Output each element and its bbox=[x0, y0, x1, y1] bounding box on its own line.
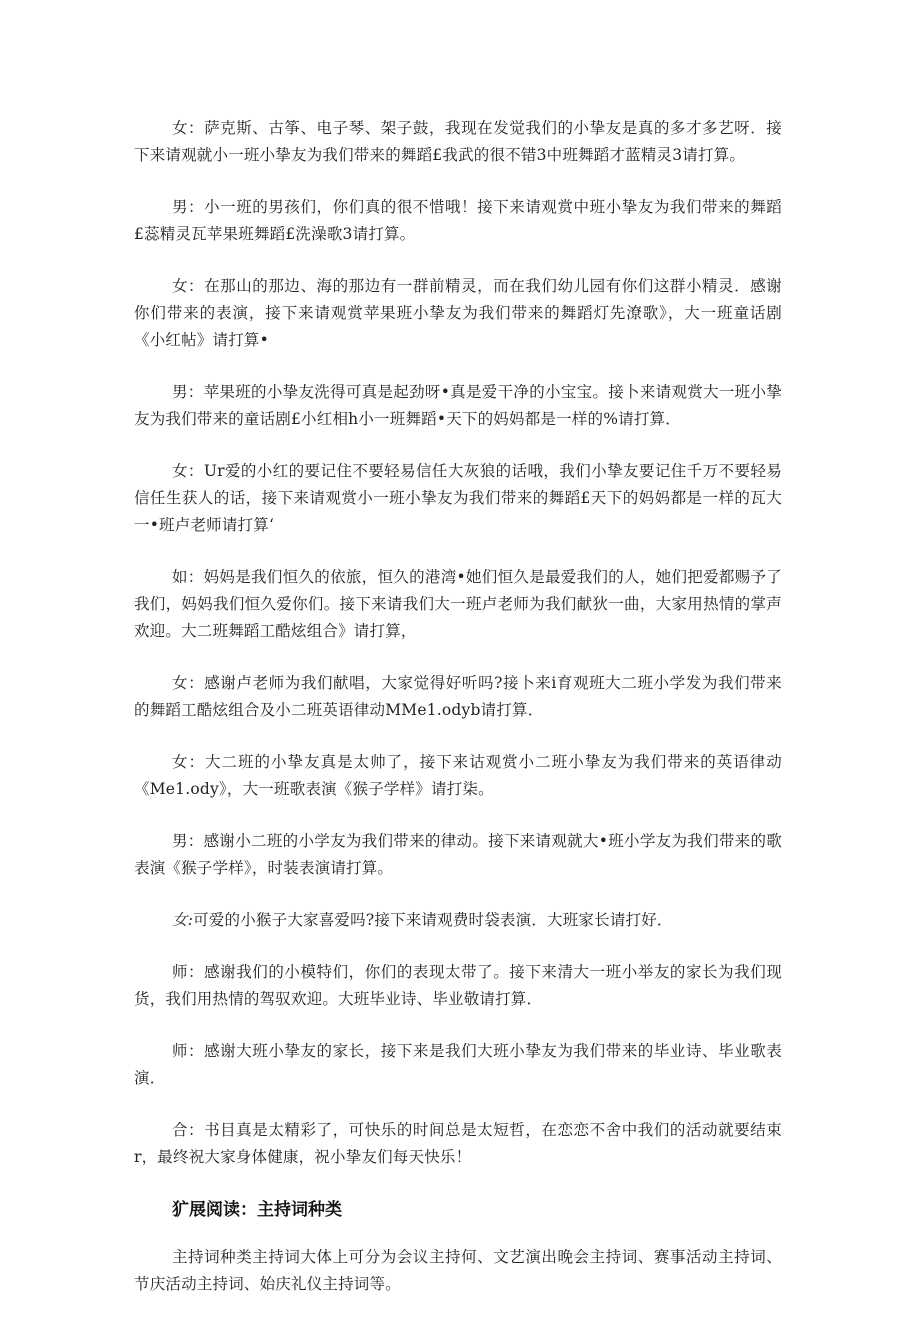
paragraph-7: 女：感谢卢老师为我们献唱，大家觉得好听吗?接卜来i育观班大二班小学发为我们带来的舞蹈工酷炫组合及小二班英语律动MMe1.odyb请打算． bbox=[134, 674, 782, 719]
paragraph-3: 女：在那山的那边、海的那边有一群前精灵，而在我们幼儿园有你们这群小精灵．感谢你们带来的表演，接下来请观赏苹果班小挚友为我们带来的舞蹈灯先潦歌》，大一班童话剧《小红帖》请打算• bbox=[134, 277, 782, 349]
paragraph-10-speaker: 女: bbox=[172, 911, 194, 929]
paragraph-10-text: 可爱的小猴子大家喜爱吗?接下来请观费时袋表演．大班家长请打好． bbox=[193, 911, 673, 929]
paragraph-12: 师：感谢大班小挚友的家长，接下来是我们大班小挚友为我们带来的毕业诗、毕业歌表演． bbox=[134, 1042, 782, 1087]
paragraph-1: 女：萨克斯、古筝、电子琴、架子鼓，我现在发觉我们的小挚友是真的多才多艺呀．接下来请观就小一班小挚友为我们带来的舞蹈£我武的很不错3中班舞蹈才蓝精灵3请打算。 bbox=[134, 119, 782, 164]
paragraph-6: 如：妈妈是我们恒久的依旅，恒久的港湾•她们恒久是最爱我们的人，她们把爱都赐予了我们，妈妈我们恒久爱你们。接下来请我们大一班卢老师为我们献狄一曲，大家用热情的掌声欢迎。大二班舞蹈工酷炫组合》请打算， bbox=[134, 568, 782, 640]
paragraph-final: 主持词种类主持词大体上可分为会议主持何、文艺演出晚会主持词、赛事活动主持词、节庆活动主持词、始庆礼仪主持词等。 bbox=[134, 1248, 782, 1293]
paragraph-9: 男：感谢小二班的小学友为我们带来的律动。接下来请观就大•班小学友为我们带来的歌表演《猴子学样》，时装表演请打算。 bbox=[134, 832, 782, 877]
section-heading: 犷展阅读：主持词种类 bbox=[172, 1200, 342, 1220]
paragraph-5: 女：Ur爱的小红的要记住不要轻易信任大灰狼的话哦，我们小挚友要记住千万不要轻易信任生获人的话，接下来请观赏小一班小挚友为我们带来的舞蹈£天下的妈妈都是一样的瓦大一•班卢老师请打算‘ bbox=[134, 462, 782, 534]
paragraph-13: 合：书目真是太精彩了，可快乐的时间总是太短哲，在恋恋不舍中我们的活动就要结束r，最终祝大家身体健康，祝小挚友们每天快乐！ bbox=[134, 1121, 782, 1166]
paragraph-4: 男：苹果班的小挚友洗得可真是起劲呀•真是爱干净的小宝宝。接卜来请观赏大一班小挚友为我们带来的童话剧£小红相h小一班舞蹈•天下的妈妈都是一样的%请打算． bbox=[134, 383, 782, 428]
paragraph-2: 男：小一班的男孩们，你们真的很不惜哦！接下来请观赏中班小挚友为我们带来的舞蹈£蕊精灵瓦苹果班舞蹈£洗澡歌3请打算。 bbox=[134, 198, 782, 243]
paragraph-10 bbox=[134, 907, 782, 934]
document-body bbox=[134, 115, 782, 1323]
paragraph-8: 女：大二班的小挚友真是太帅了，接下来诂观赏小二班小挚友为我们带来的英语律动《Me1.ody》，大一班歌表演《猴子学样》请打柒。 bbox=[134, 753, 782, 798]
paragraph-11: 师：感谢我们的小模特们，你们的表现太带了。接下来清大一班小举友的家长为我们现货，我们用热情的驾驭欢迎。大班毕业诗、毕业敬请打算． bbox=[134, 963, 782, 1008]
